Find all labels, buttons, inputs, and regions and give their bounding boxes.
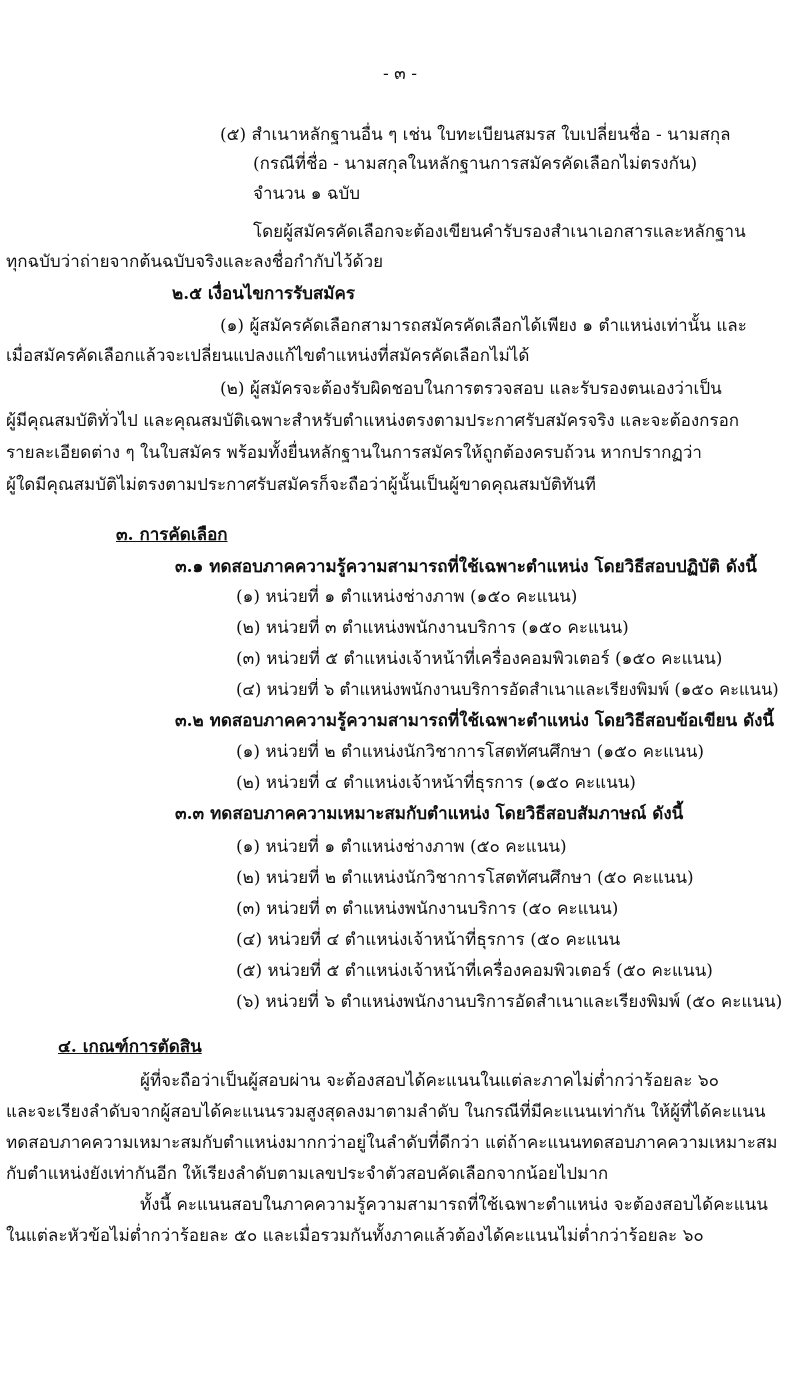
section-3-1-item: (๔) หน่วยที่ ๖ ตำแหน่งพนักงานบริการอัดสำเนาและเรียงพิมพ์ (๑๕๐ คะแนน)	[236, 680, 779, 699]
section-3-3-item: (๕) หน่วยที่ ๕ ตำแหน่งเจ้าหน้าที่เครื่องคอมพิวเตอร์ (๕๐ คะแนน)	[236, 961, 713, 981]
section-3-3-item: (๒) หน่วยที่ ๒ ตำแหน่งนักวิชาการโสตทัศนศึกษา (๕๐ คะแนน)	[236, 868, 694, 888]
section-3-1-item: (๑) หน่วยที่ ๑ ตำแหน่งช่างภาพ (๑๕๐ คะแนน)	[236, 587, 578, 607]
section-2-5-item2-line1: (๒) ผู้สมัครจะต้องรับผิดชอบในการตรวจสอบ และรับรองตนเองว่าเป็น	[220, 379, 722, 399]
doc-item-5-line3: จำนวน ๑ ฉบับ	[253, 184, 361, 204]
section-4-para2-line: ทั้งนี้ คะแนนสอบในภาคความรู้ความสามารถที่ใช้เฉพาะตำแหน่ง จะต้องสอบได้คะแนน	[140, 1195, 768, 1215]
section-2-5-heading: ๒.๕ เงื่อนไขการรับสมัคร	[172, 284, 355, 304]
section-2-5-item2-line3: รายละเอียดต่าง ๆ ในใบสมัคร พร้อมทั้งยื่นหลักฐานในการสมัครให้ถูกต้องครบถ้วน หากปรากฏว่า	[6, 443, 702, 463]
section-4-para1-line: กับตำแหน่งยังเท่ากันอีก ให้เรียงลำดับตามเลขประจำตัวสอบคัดเลือกจากน้อยไปมาก	[6, 1164, 609, 1184]
section-4-para1-line: ทดสอบภาคความเหมาะสมกับตำแหน่งมากกว่าอยู่ในลำดับที่ดีกว่า แต่ถ้าคะแนนทดสอบภาคความเหมาะสม	[6, 1133, 778, 1153]
section-3-1-item: (๓) หน่วยที่ ๕ ตำแหน่งเจ้าหน้าที่เครื่องคอมพิวเตอร์ (๑๕๐ คะแนน)	[236, 649, 723, 669]
section-4-para2-line: ในแต่ละหัวข้อไม่ต่ำกว่าร้อยละ ๕๐ และเมื่อรวมกันทั้งภาคแล้วต้องได้คะแนนไม่ต่ำกว่าร้อยละ ๖๐	[6, 1226, 704, 1246]
section-3-3-item: (๔) หน่วยที่ ๔ ตำแหน่งเจ้าหน้าที่ธุรการ (๕๐ คะแนน	[236, 930, 621, 950]
section-3-2-heading: ๓.๒ ทดสอบภาคความรู้ความสามารถที่ใช้เฉพาะตำแหน่ง โดยวิธีสอบข้อเขียน ดังนี้	[175, 711, 775, 731]
section-3-3-item: (๖) หน่วยที่ ๖ ตำแหน่งพนักงานบริการอัดสำเนาและเรียงพิมพ์ (๕๐ คะแนน)	[236, 992, 783, 1012]
section-4-heading: ๔. เกณฑ์การตัดสิน	[58, 1037, 202, 1057]
section-3-3-item: (๑) หน่วยที่ ๑ ตำแหน่งช่างภาพ (๕๐ คะแนน)	[236, 837, 567, 857]
certify-line1: โดยผู้สมัครคัดเลือกจะต้องเขียนคำรับรองสำเนาเอกสารและหลักฐาน	[253, 222, 746, 242]
doc-item-5-line2: (กรณีที่ชื่อ - นามสกุลในหลักฐานการสมัครคัดเลือกไม่ตรงกัน)	[253, 154, 698, 174]
section-3-3-heading: ๓.๓ ทดสอบภาคความเหมาะสมกับตำแหน่ง โดยวิธีสอบสัมภาษณ์ ดังนี้	[175, 804, 684, 824]
section-3-3-item: (๓) หน่วยที่ ๓ ตำแหน่งพนักงานบริการ (๕๐ คะแนน)	[236, 899, 619, 919]
section-3-1-heading: ๓.๑ ทดสอบภาคความรู้ความสามารถที่ใช้เฉพาะตำแหน่ง โดยวิธีสอบปฏิบัติ ดังนี้	[175, 557, 757, 577]
section-2-5-item2-line2: ผู้มีคุณสมบัติทั่วไป และคุณสมบัติเฉพาะสำหรับตำแหน่งตรงตามประกาศรับสมัครจริง และจะต้องกรอก	[6, 411, 740, 431]
section-3-2-item: (๑) หน่วยที่ ๒ ตำแหน่งนักวิชาการโสตทัศนศึกษา (๑๕๐ คะแนน)	[236, 742, 705, 762]
section-3-2-item: (๒) หน่วยที่ ๔ ตำแหน่งเจ้าหน้าที่ธุรการ (๑๕๐ คะแนน)	[236, 773, 636, 793]
section-2-5-item1-line2: เมื่อสมัครคัดเลือกแล้วจะเปลี่ยนแปลงแก้ไขตำแหน่งที่สมัครคัดเลือกไม่ได้	[6, 346, 530, 366]
section-2-5-item1-line1: (๑) ผู้สมัครคัดเลือกสามารถสมัครคัดเลือกได้เพียง ๑ ตำแหน่งเท่านั้น และ	[220, 316, 747, 336]
page-number: - ๓ -	[383, 64, 417, 84]
doc-item-5-line1: (๕) สำเนาหลักฐานอื่น ๆ เช่น ใบทะเบียนสมรส ใบเปลี่ยนชื่อ - นามสกุล	[220, 125, 731, 145]
section-4-para1-line: และจะเรียงลำดับจากผู้สอบได้คะแนนรวมสูงสุดลงมาตามลำดับ ในกรณีที่มีคะแนนเท่ากัน ให้ผู้ที่ได้คะแนน	[6, 1102, 766, 1122]
certify-line2: ทุกฉบับว่าถ่ายจากต้นฉบับจริงและลงชื่อกำกับไว้ด้วย	[6, 252, 384, 272]
section-3-1-item: (๒) หน่วยที่ ๓ ตำแหน่งพนักงานบริการ (๑๕๐ คะแนน)	[236, 618, 629, 638]
section-4-para1-line: ผู้ที่จะถือว่าเป็นผู้สอบผ่าน จะต้องสอบได้คะแนนในแต่ละภาคไม่ต่ำกว่าร้อยละ ๖๐	[140, 1071, 719, 1091]
section-3-heading: ๓. การคัดเลือก	[116, 525, 228, 545]
section-2-5-item2-line4: ผู้ใดมีคุณสมบัติไม่ตรงตามประกาศรับสมัครก็จะถือว่าผู้นั้นเป็นผู้ขาดคุณสมบัติทันที	[6, 475, 596, 495]
